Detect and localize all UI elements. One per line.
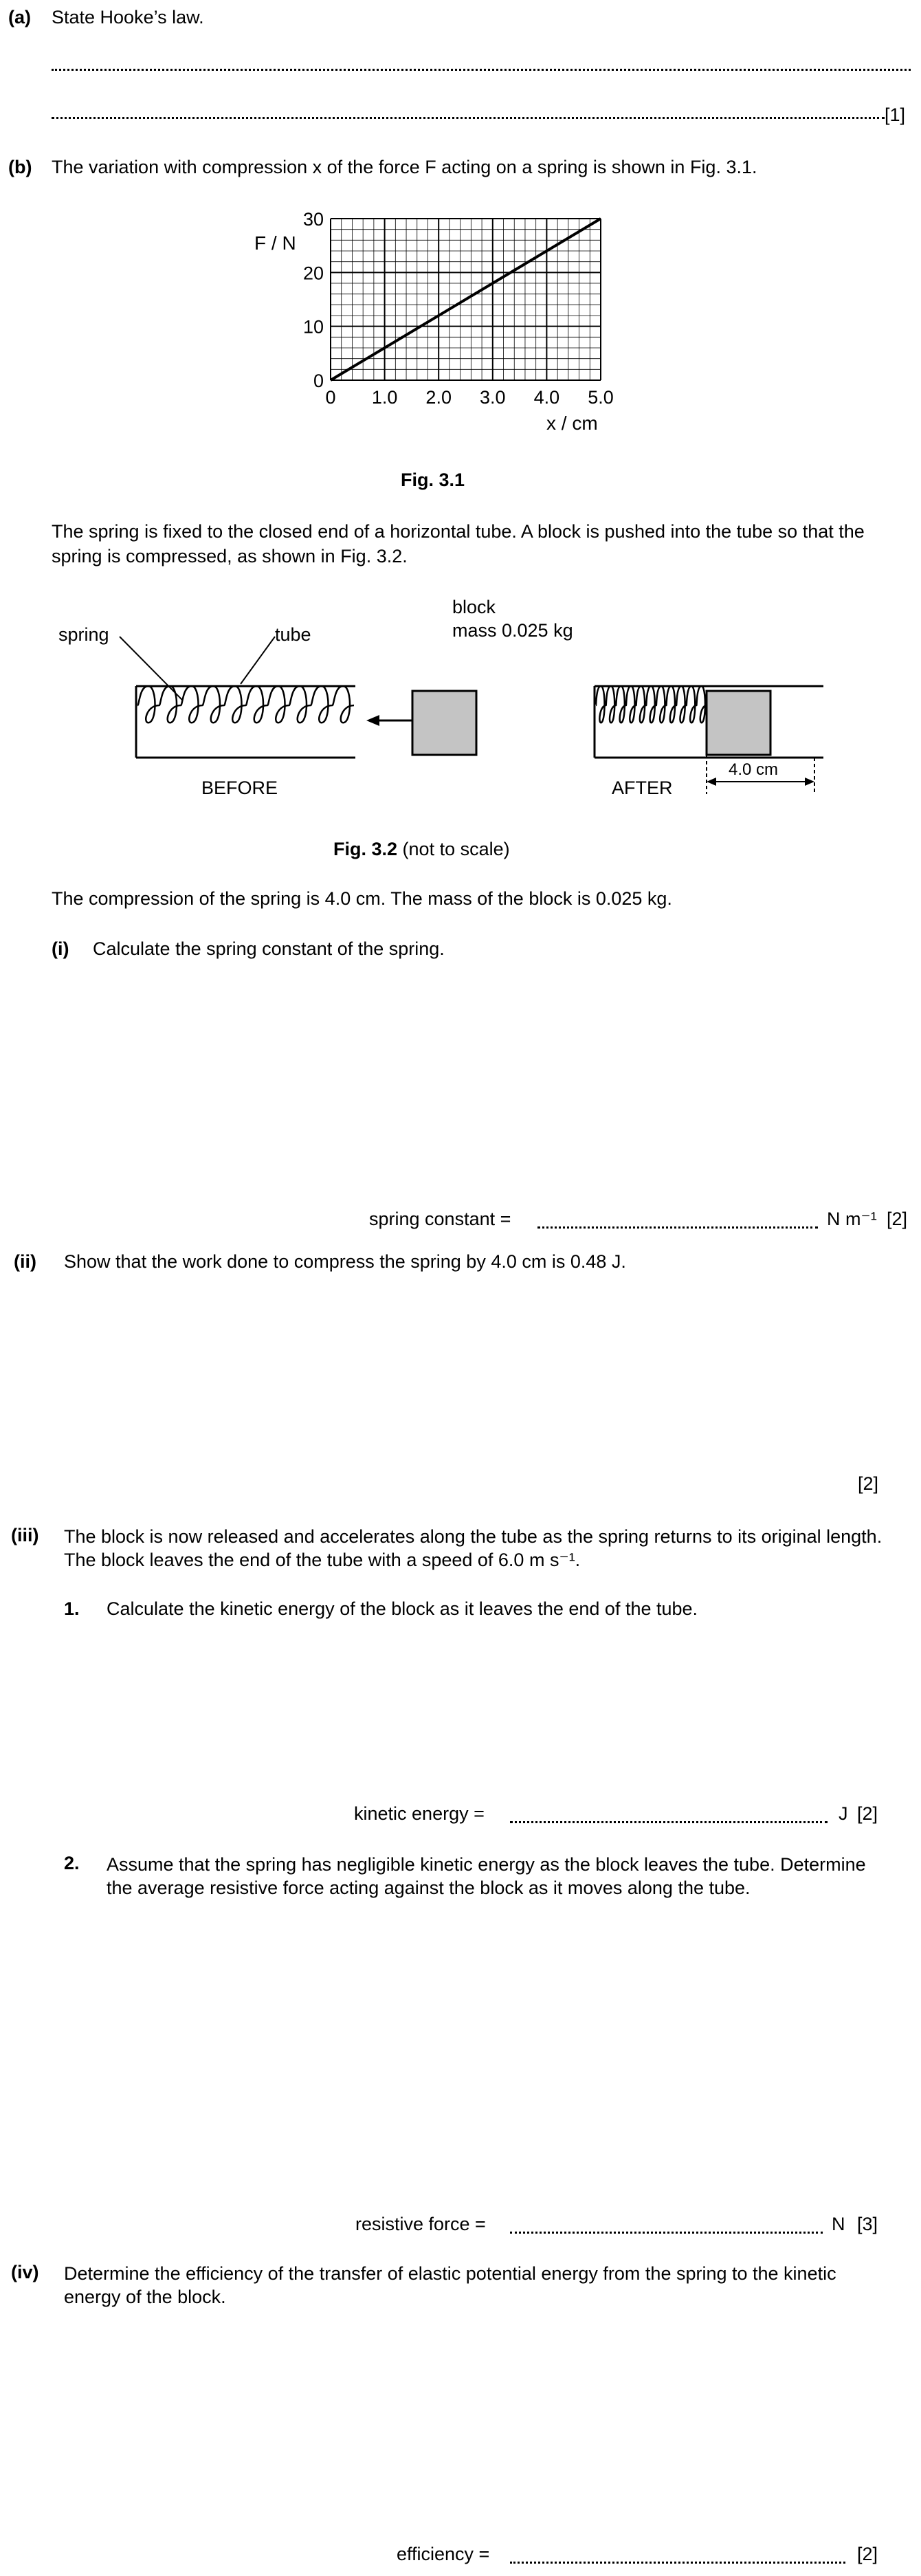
part-iii-label: (iii) <box>11 1525 39 1545</box>
x-tick-label: 2.0 <box>425 387 452 408</box>
part-i-label: (i) <box>52 938 69 959</box>
resistive-force-unit: N <box>832 2214 845 2234</box>
y-tick-label: 0 <box>313 371 324 391</box>
fig-3-2-diagram <box>48 584 873 811</box>
block-after <box>707 691 770 755</box>
before-label: BEFORE <box>201 778 278 798</box>
resistive-force-prefix: resistive force = <box>355 2214 486 2234</box>
sub2-label: 2. <box>64 1853 80 1873</box>
answer-line-a-2[interactable] <box>52 117 885 119</box>
part-b-intro: The variation with compression x of the force F acting on a spring is shown in Fig. 3.1. <box>52 157 757 177</box>
efficiency-answer-line[interactable] <box>510 2562 845 2564</box>
part-i-mark: [2] <box>887 1209 908 1229</box>
y-axis-label: F / N <box>254 232 296 254</box>
part-ii-label: (ii) <box>14 1251 36 1272</box>
sub2-mark: [3] <box>857 2214 878 2234</box>
mass-label: mass 0.025 kg <box>452 620 573 641</box>
fig-3-2-note: (not to scale) <box>402 839 510 859</box>
spring-tube-description: The spring is fixed to the closed end of a horizontal tube. A block is pushed into the tube so that the spring is compressed, as shown in Fig. 3.2. <box>52 521 865 566</box>
part-i-question: Calculate the spring constant of the spring. <box>93 938 445 959</box>
block-before <box>412 691 476 755</box>
resistive-force-answer-line[interactable] <box>510 2232 823 2234</box>
spring-constant-answer-line[interactable] <box>537 1226 818 1229</box>
dimension-label: 4.0 cm <box>729 760 779 779</box>
part-a-mark: [1] <box>885 104 906 125</box>
spring-label: spring <box>58 624 109 645</box>
y-tick-label: 30 <box>302 209 324 230</box>
part-iv-mark: [2] <box>857 2544 878 2564</box>
y-tick-label: 10 <box>302 316 324 338</box>
part-ii-question: Show that the work done to compress the spring by 4.0 cm is 0.48 J. <box>64 1251 626 1272</box>
data-statement: The compression of the spring is 4.0 cm. The mass of the block is 0.025 kg. <box>52 888 672 909</box>
part-ii-mark: [2] <box>858 1473 879 1494</box>
ke-answer-line[interactable] <box>510 1821 828 1823</box>
push-arrow <box>366 715 412 726</box>
sub2-question: Assume that the spring has negligible kinetic energy as the block leaves the tube. Determine the average resistive force acting against the block as it moves along the tube. <box>107 1854 866 1898</box>
part-iv-question: Determine the efficiency of the transfer of elastic potential energy from the spring to the kinetic energy of the block. <box>64 2263 836 2307</box>
part-b-label: (b) <box>8 157 32 177</box>
part-a-label: (a) <box>8 7 31 27</box>
fig-3-2-caption-row <box>333 839 510 860</box>
sub1-label: 1. <box>64 1598 80 1619</box>
tube-label: tube <box>275 624 311 645</box>
x-tick-label: 3.0 <box>480 387 506 408</box>
sub1-question: Calculate the kinetic energy of the block as it leaves the end of the tube. <box>107 1598 698 1619</box>
x-tick-label: 4.0 <box>533 387 560 408</box>
sub1-mark: [2] <box>857 1803 878 1824</box>
x-axis-label: x / cm <box>546 412 598 434</box>
spring-constant-unit: N m⁻¹ <box>827 1209 877 1229</box>
force-compression-line <box>331 219 601 380</box>
x-tick-label: 5.0 <box>588 387 614 408</box>
spring-after <box>596 686 707 723</box>
spring-constant-prefix: spring constant = <box>369 1209 511 1229</box>
x-tick-label: 0 <box>325 387 336 408</box>
y-tick-label: 20 <box>302 263 324 284</box>
answer-line-a-1[interactable] <box>52 69 911 71</box>
block-label: block <box>452 597 496 617</box>
part-iii-question: The block is now released and accelerates along the tube as the spring returns to its original length. The block leaves the end of the tube with a speed of 6.0 m s⁻¹. <box>64 1526 883 1570</box>
tube-pointer <box>241 637 275 684</box>
x-tick-label: 1.0 <box>371 387 398 408</box>
ke-unit: J <box>839 1803 848 1824</box>
after-label: AFTER <box>612 778 673 798</box>
fig-3-2-caption: Fig. 3.2 <box>333 839 398 859</box>
fig-3-1-caption: Fig. 3.1 <box>401 470 465 490</box>
ke-prefix: kinetic energy = <box>354 1803 485 1824</box>
fig-3-1-graph <box>234 203 632 450</box>
efficiency-prefix: efficiency = <box>397 2544 490 2564</box>
spring-pointer <box>120 637 182 700</box>
part-a-question: State Hooke’s law. <box>52 7 204 27</box>
spring-before <box>137 686 354 723</box>
part-iv-label: (iv) <box>11 2262 39 2282</box>
